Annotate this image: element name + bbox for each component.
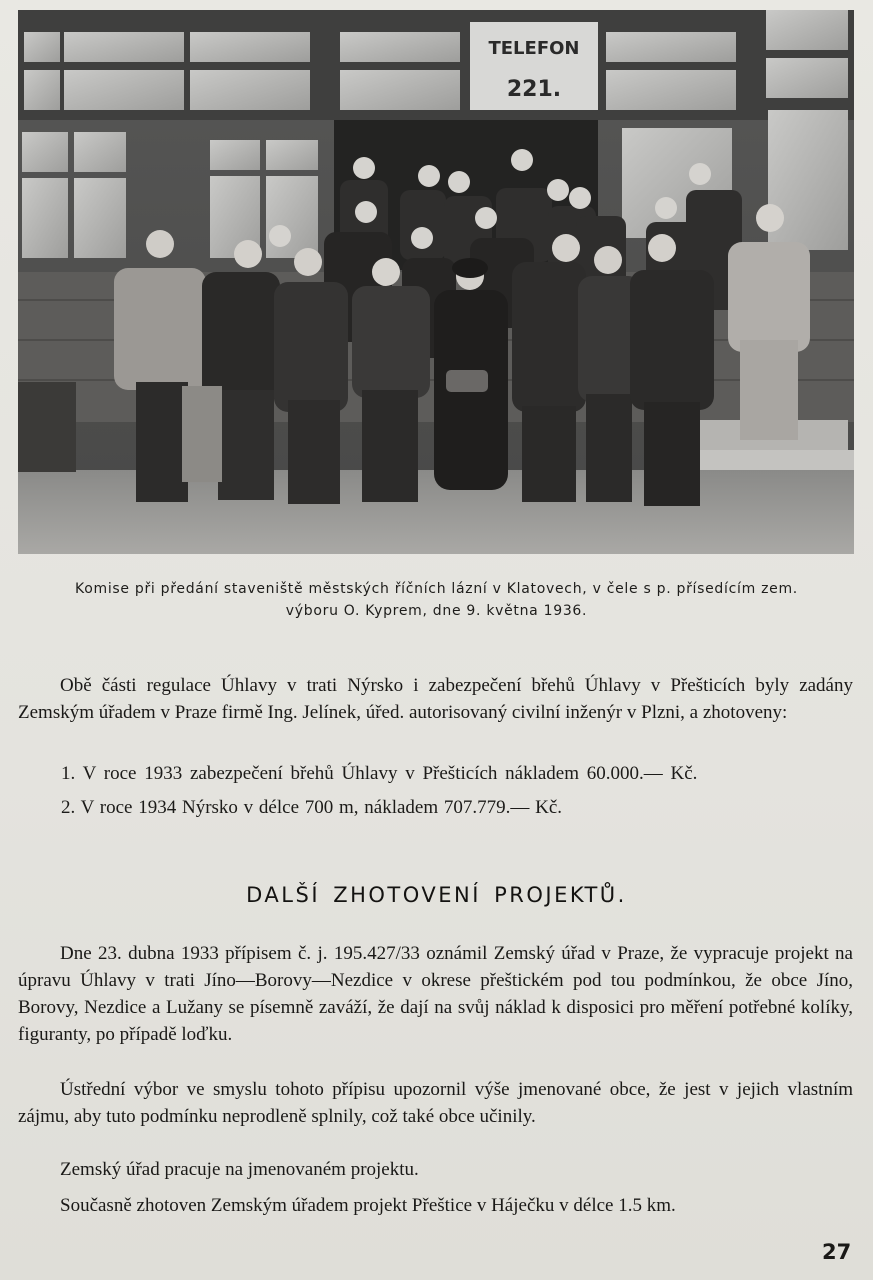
paragraph-notice: Dne 23. dubna 1933 přípisem č. j. 195.427/33 oznámil Zemský úřad v Praze, že vypracuje projekt na úpravu Úhlavy v trati Jíno—Borovy—Nezdice v okrese přeštickém pod tou podmínkou, že obce Jíno, Borovy, Nezdice a Lužany se písemně zaváží, že dají na svůj náklad k disposici pro měření potřebné kolíky, figuranty, po případě loďku. xyxy=(18,943,853,1045)
list-item-1933: 1. V roce 1933 zabezpečení břehů Úhlavy v Přešticích nákladem 60.000.— Kč. xyxy=(61,763,698,784)
page-number: 27 xyxy=(822,1240,852,1264)
group-photograph xyxy=(18,10,854,554)
caption-line-2: výboru O. Kyprem, dne 9. května 1936. xyxy=(285,603,588,619)
paragraph-project-work: Zemský úřad pracuje na jmenovaném projektu. xyxy=(60,1159,419,1180)
sign-text-telefon: TELEFON xyxy=(488,38,580,59)
paragraph-regulation: Obě části regulace Úhlavy v trati Nýrsko i zabezpečení břehů Úhlavy v Přešticích byly zadány Zemským úřadem v Praze firmě Ing. Jelínek, úřed. autorisovaný civilní inženýr v Plzni, a zhotoveny: xyxy=(18,675,853,723)
paragraph-prestice-project: Současně zhotoven Zemským úřadem projekt Přeštice v Háječku v délce 1.5 km. xyxy=(60,1195,676,1216)
paragraph-central-committee: Ústřední výbor ve smyslu tohoto přípisu upozornil výše jmenované obce, že jest v jejich vlastním zájmu, aby tuto podmínku neprodleně splnily, což také obce učinily. xyxy=(18,1079,853,1127)
sign-text-number: 221. xyxy=(506,77,562,102)
caption-line-1: Komise při předání staveniště městských říčních lázní v Klatovech, v čele s p. přísedícím zem. xyxy=(75,581,798,597)
section-heading: DALŠÍ ZHOTOVENÍ PROJEKTŮ. xyxy=(246,883,627,907)
list-item-1934: 2. V roce 1934 Nýrsko v délce 700 m, nákladem 707.779.— Kč. xyxy=(61,797,563,818)
photo-caption xyxy=(12,578,861,622)
photograph-illustration xyxy=(18,10,854,554)
